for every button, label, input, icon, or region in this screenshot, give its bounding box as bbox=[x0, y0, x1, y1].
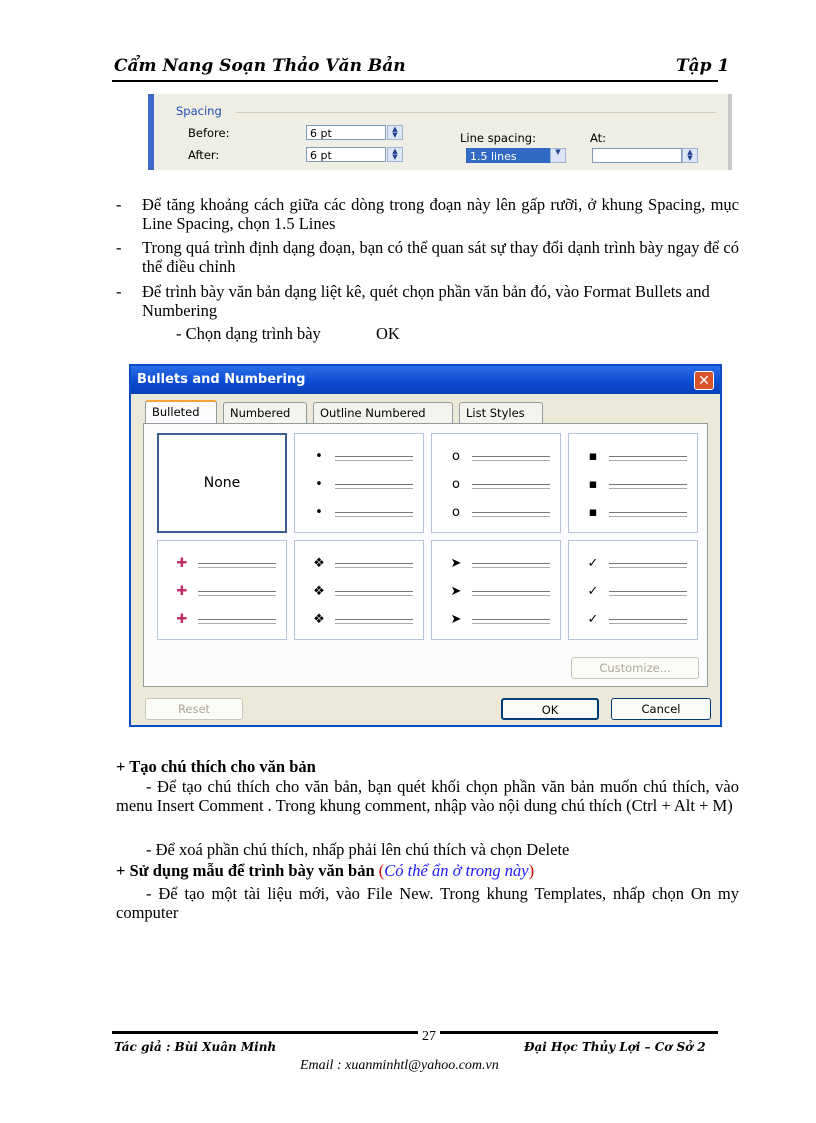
spacing-panel bbox=[148, 94, 732, 170]
spacing-group-label: Spacing bbox=[176, 104, 222, 118]
group-divider bbox=[236, 112, 716, 113]
bullets-numbering-dialog bbox=[129, 364, 722, 727]
bullet-dot-icon: • bbox=[315, 477, 323, 492]
bullet-dot-icon: • bbox=[315, 505, 323, 520]
bullet-option-circle[interactable] bbox=[431, 433, 561, 533]
bullet-text: Để trình bày văn bản dạng liệt kê, quét chọn phần văn bản đó, vào Format Bullets and Numbering bbox=[142, 282, 710, 320]
none-label: None bbox=[203, 475, 241, 491]
tab-list-styles[interactable]: List Styles bbox=[459, 402, 543, 423]
bullet-dash: - bbox=[116, 195, 122, 214]
footer-email: Email : xuanminhtl@yahoo.com.vn bbox=[300, 1058, 499, 1073]
bullet-check-icon: ✓ bbox=[587, 612, 599, 627]
bullet-circle-icon: o bbox=[452, 477, 460, 492]
reset-button[interactable]: Reset bbox=[145, 698, 243, 720]
cancel-button[interactable]: Cancel bbox=[611, 698, 711, 720]
bullet-dash: - bbox=[116, 282, 122, 301]
footer-school: Đại Học Thủy Lợi – Cơ Sở 2 bbox=[524, 1040, 706, 1054]
dialog-title: Bullets and Numbering bbox=[137, 372, 306, 387]
at-spinner-icon[interactable]: ▲ ▼ bbox=[682, 148, 698, 163]
bullet-dot-icon: • bbox=[315, 449, 323, 464]
before-input[interactable]: 6 pt bbox=[306, 125, 386, 140]
at-label: At: bbox=[590, 131, 607, 145]
templates-paragraph: - Để tạo một tài liệu mới, vào File New. Trong khung Templates, nhấp chọn On my computer bbox=[116, 884, 739, 922]
close-icon[interactable]: ✕ bbox=[694, 371, 714, 390]
tab-outline-numbered[interactable]: Outline Numbered bbox=[313, 402, 453, 423]
paren-close: ) bbox=[528, 861, 535, 880]
bullet-arrow-icon: ➤ bbox=[450, 556, 462, 571]
delete-comment-paragraph: - Để xoá phần chú thích, nhấp phải lên chú thích và chọn Delete bbox=[146, 840, 570, 859]
hidden-note: Có thể ẩn ở trong này bbox=[384, 861, 529, 880]
dialog-titlebar[interactable] bbox=[131, 366, 720, 394]
customize-button[interactable]: Customize... bbox=[571, 657, 699, 679]
bullet-option-dot[interactable] bbox=[294, 433, 424, 533]
bullet-circle-icon: o bbox=[452, 449, 460, 464]
tab-numbered[interactable]: Numbered bbox=[223, 402, 307, 423]
header-volume: Tập 1 bbox=[676, 56, 730, 76]
footer-rule bbox=[112, 1031, 718, 1034]
before-label: Before: bbox=[188, 126, 230, 140]
bullet-arrow-icon: ➤ bbox=[450, 584, 462, 599]
bullet-option-cross[interactable] bbox=[157, 540, 287, 640]
ok-button[interactable]: OK bbox=[501, 698, 599, 720]
bullet-option-diamond[interactable] bbox=[294, 540, 424, 640]
before-spinner-icon[interactable]: ▲ ▼ bbox=[387, 125, 403, 140]
after-label: After: bbox=[188, 148, 220, 162]
bullet-circle-icon: o bbox=[452, 505, 460, 520]
comment-paragraph: - Để tạo chú thích cho văn bản, bạn quét khối chọn phần văn bản muốn chú thích, vào menu Insert Comment . Trong khung comment, nhập vào nội dung chú thích (Ctrl + Alt + M) bbox=[116, 777, 739, 815]
templates-heading-text: + Sử dụng mẫu để trình bày văn bản bbox=[116, 861, 375, 880]
after-spinner-icon[interactable]: ▲ ▼ bbox=[387, 147, 403, 162]
at-input[interactable] bbox=[592, 148, 682, 163]
bullet-diamond-icon: ❖ bbox=[313, 556, 325, 571]
bullet-option-check[interactable] bbox=[568, 540, 698, 640]
tab-bulleted[interactable]: Bulleted bbox=[145, 400, 217, 424]
bullet-option-square[interactable] bbox=[568, 433, 698, 533]
chevron-down-icon[interactable]: ▼ bbox=[550, 148, 566, 163]
bullet-check-icon: ✓ bbox=[587, 584, 599, 599]
bullet-text: Trong quá trình định dạng đoạn, bạn có thể quan sát sự thay đổi dạnh trình bày ngay để có thể điều chỉnh bbox=[142, 238, 739, 276]
line-spacing-label: Line spacing: bbox=[460, 131, 536, 145]
footer-author: Tác giả : Bùi Xuân Minh bbox=[114, 1040, 277, 1054]
section-heading-templates bbox=[116, 861, 534, 880]
bullet-cross-icon: ✚ bbox=[176, 612, 188, 627]
line-spacing-select[interactable]: 1.5 lines bbox=[466, 148, 566, 163]
bullet-option-none[interactable] bbox=[157, 433, 287, 533]
header-rule bbox=[112, 80, 718, 82]
paren-open: ( bbox=[378, 861, 385, 880]
footer-page-number: 27 bbox=[418, 1029, 440, 1045]
bullet-square-icon: ▪ bbox=[588, 505, 598, 520]
section-heading-comment: + Tạo chú thích cho văn bản bbox=[116, 757, 316, 776]
sub-bullet-text: - Chọn dạng trình bày bbox=[176, 324, 321, 343]
sub-bullet-ok: OK bbox=[376, 324, 400, 343]
bullet-arrow-icon: ➤ bbox=[450, 612, 462, 627]
bulleted-tab-panel bbox=[143, 423, 708, 687]
bullet-cross-icon: ✚ bbox=[176, 584, 188, 599]
header-title: Cẩm Nang Soạn Thảo Văn Bản bbox=[114, 56, 406, 76]
bullet-cross-icon: ✚ bbox=[176, 556, 188, 571]
bullet-square-icon: ▪ bbox=[588, 477, 598, 492]
bullet-text: Để tăng khoảng cách giữa các dòng trong đoạn này lên gấp rưỡi, ở khung Spacing, mục Line Spacing, chọn 1.5 Lines bbox=[142, 195, 739, 233]
bullet-diamond-icon: ❖ bbox=[313, 584, 325, 599]
bullet-dash: - bbox=[116, 238, 122, 257]
bullet-check-icon: ✓ bbox=[587, 556, 599, 571]
bullet-square-icon: ▪ bbox=[588, 449, 598, 464]
bullet-diamond-icon: ❖ bbox=[313, 612, 325, 627]
bullet-option-arrow[interactable] bbox=[431, 540, 561, 640]
after-input[interactable]: 6 pt bbox=[306, 147, 386, 162]
